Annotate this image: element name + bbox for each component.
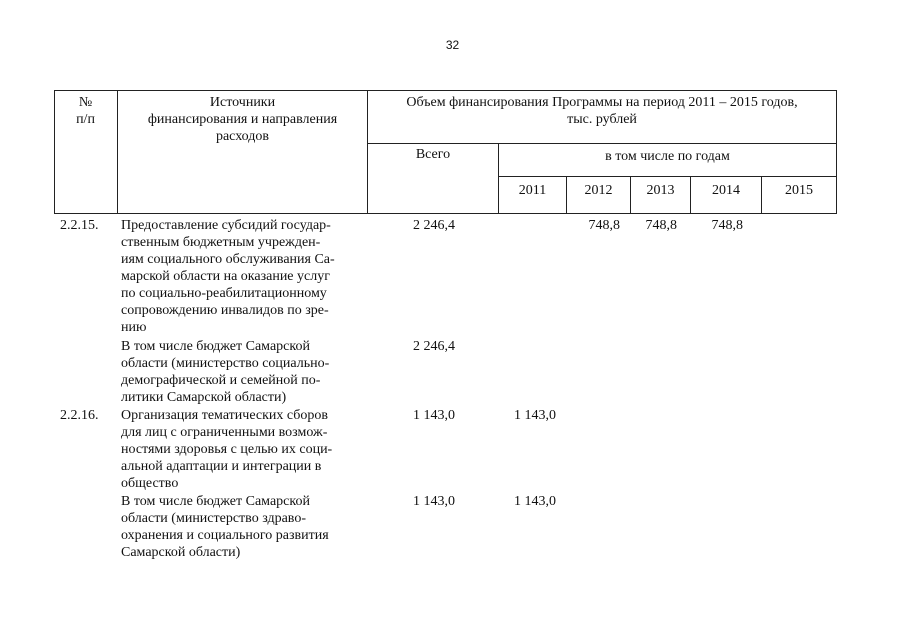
header-years-divider	[498, 176, 837, 177]
header-year-2012: 2012	[584, 183, 613, 198]
header-year-2013: 2013	[646, 183, 675, 198]
row-description: В том числе бюджет Самарской области (министерство здраво- охранения и социального развития Самарской области)	[121, 494, 329, 560]
header-col-total: Всего	[415, 147, 451, 162]
row-2011: 1 143,0	[514, 408, 556, 423]
header-year-2011: 2011	[518, 183, 547, 198]
row-total: 2 246,4	[413, 339, 455, 354]
row-2012: 748,8	[588, 218, 620, 233]
header-col-source: Источники финансирования и направления расходов	[147, 95, 338, 144]
row-2011: 1 143,0	[514, 494, 556, 509]
header-year-2014: 2014	[712, 183, 740, 198]
header-col-volume: Объем финансирования Программы на период 2011 – 2015 годов, тыс. рублей	[406, 95, 798, 127]
header-volume-divider	[367, 143, 837, 144]
row-2013: 748,8	[645, 218, 677, 233]
row-description: Предоставление субсидий государ- ственным бюджетным учрежден- иям социального обслуживания Са- марской области на оказание услуг по социально-реабилитационному сопровождению инвалидов по зре- нию	[121, 218, 335, 335]
row-number: 2.2.15.	[60, 218, 99, 233]
row-total: 2 246,4	[413, 218, 455, 233]
header-right-border	[836, 90, 837, 214]
row-description: Организация тематических сборов для лиц с ограниченными возмож- ностями здоровья с целью их соци- альной адаптации и интеграции в общество	[121, 408, 333, 491]
header-col-by-years: в том числе по годам	[605, 149, 730, 164]
header-col-number: № п/п	[76, 95, 95, 127]
header-year-2015: 2015	[785, 183, 813, 198]
row-total: 1 143,0	[413, 408, 455, 423]
row-description: В том числе бюджет Самарской области (министерство социально- демографической и семейной по- литики Самарской области)	[121, 339, 330, 405]
row-number: 2.2.16.	[60, 408, 99, 423]
header-top-border	[54, 90, 837, 91]
row-total: 1 143,0	[413, 494, 455, 509]
page-number: 32	[445, 38, 460, 52]
header-bottom-border	[54, 213, 837, 214]
row-2014: 748,8	[711, 218, 743, 233]
